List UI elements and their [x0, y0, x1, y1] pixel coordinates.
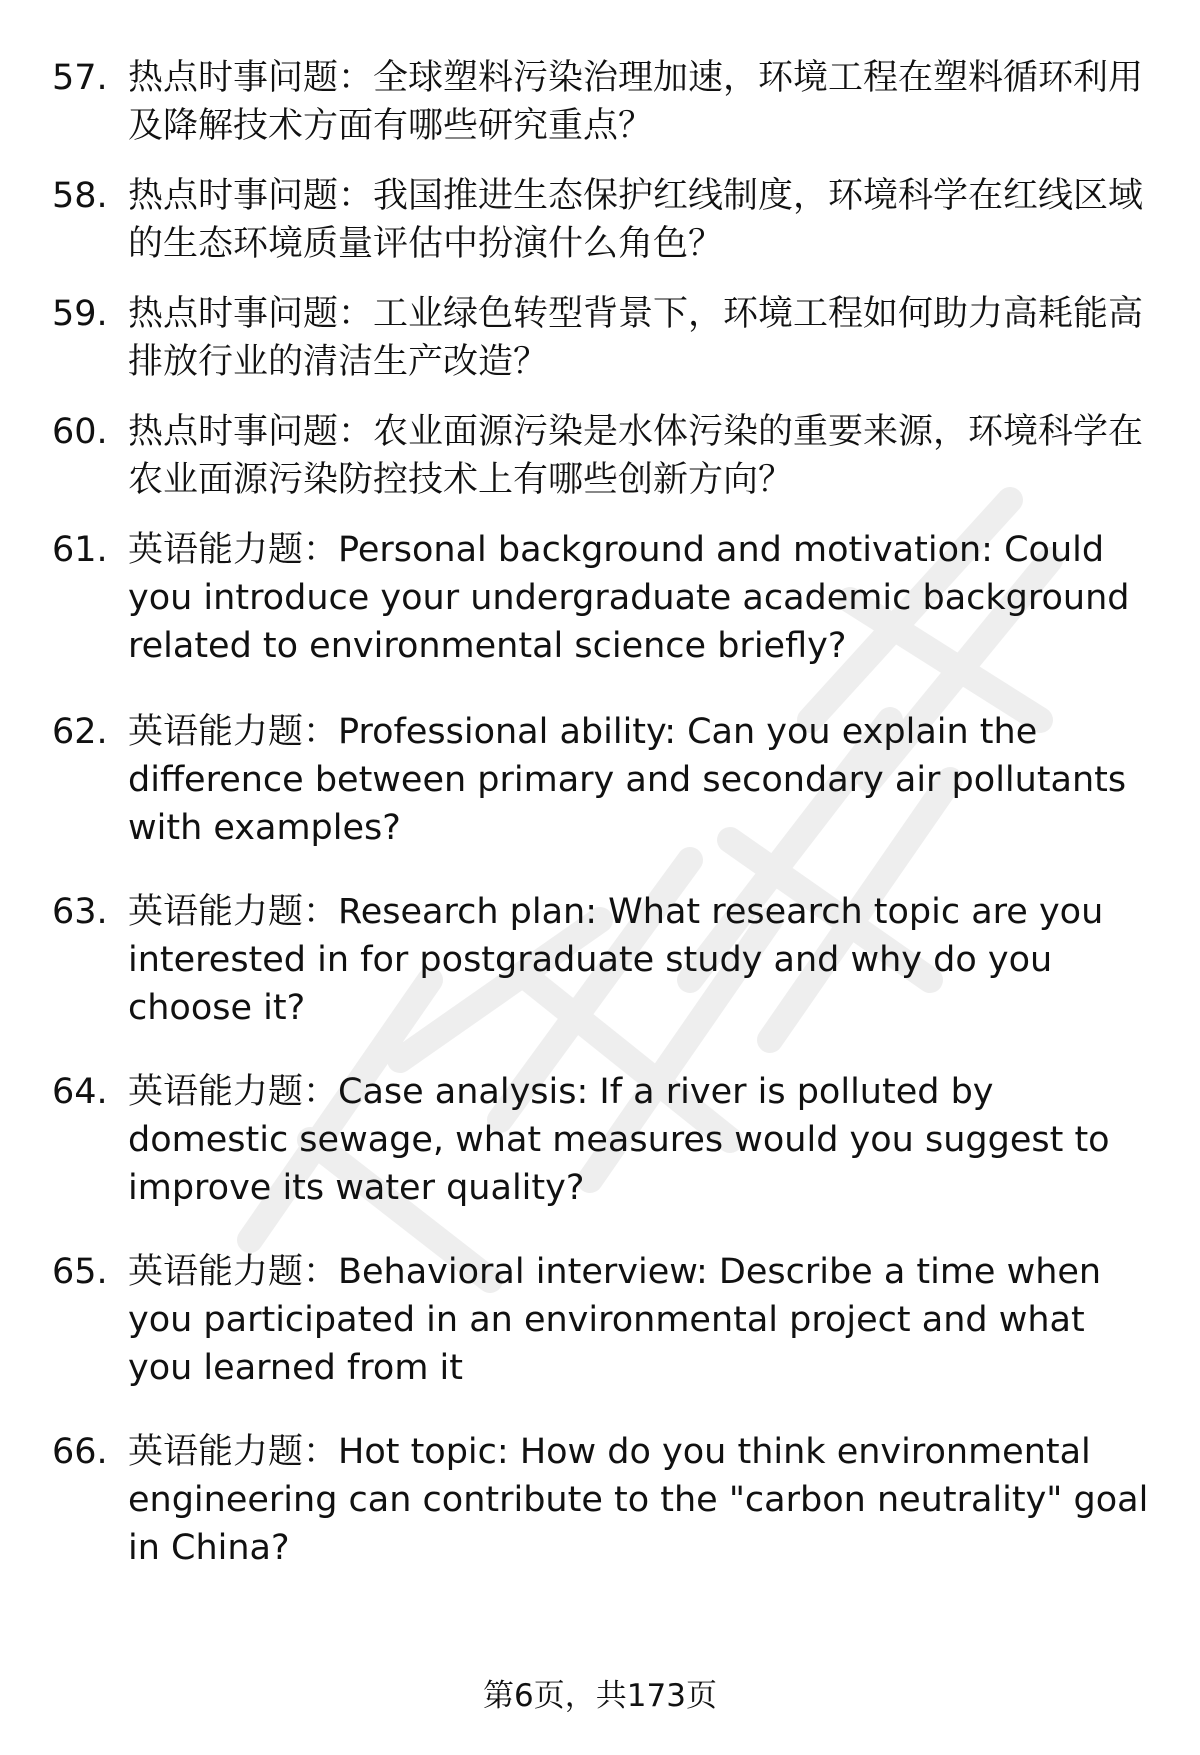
question-number: 64. [52, 1072, 108, 1112]
question-number: 59. [52, 294, 108, 334]
question-text: 热点时事问题：工业绿色转型背景下，环境工程如何助力高耗能高排放行业的清洁生产改造？ [128, 294, 1144, 382]
question-number: 65. [52, 1252, 108, 1292]
question-item [52, 1248, 1157, 1392]
question-text: 热点时事问题：我国推进生态保护红线制度，环境科学在红线区域的生态环境质量评估中扮演什么角色？ [128, 176, 1144, 264]
question-item [52, 408, 1157, 504]
question-number: 62. [52, 712, 108, 752]
page-footer: 第6页，共173页 [483, 1678, 717, 1714]
question-item [52, 1428, 1157, 1572]
question-text: 英语能力题：Professional ability: Can you explain the difference between primary and secondary air pollutants with examples? [128, 712, 1127, 848]
question-item [52, 172, 1157, 268]
question-item [52, 526, 1157, 670]
question-item [52, 290, 1157, 386]
question-number: 57. [52, 58, 108, 98]
question-item [52, 708, 1157, 852]
question-number: 58. [52, 176, 108, 216]
question-number: 63. [52, 892, 108, 932]
question-text: 热点时事问题：全球塑料污染治理加速，环境工程在塑料循环利用及降解技术方面有哪些研究重点？ [128, 58, 1144, 146]
question-item [52, 1068, 1157, 1212]
question-text: 英语能力题：Behavioral interview: Describe a time when you participated in an environmental project and what you learned from it [128, 1252, 1102, 1388]
question-text: 英语能力题：Personal background and motivation: Could you introduce your undergraduate academic background related to environmental science briefly? [128, 530, 1130, 666]
question-item [52, 888, 1157, 1032]
question-text: 英语能力题：Case analysis: If a river is polluted by domestic sewage, what measures would you suggest to improve its water quality? [128, 1072, 1110, 1208]
question-number: 61. [52, 530, 108, 570]
question-text: 热点时事问题：农业面源污染是水体污染的重要来源，环境科学在农业面源污染防控技术上有哪些创新方向？ [128, 412, 1144, 500]
question-number: 60. [52, 412, 108, 452]
question-text: 英语能力题：Hot topic: How do you think environmental engineering can contribute to the "carbon neutrality" goal in China? [128, 1432, 1149, 1568]
question-text: 英语能力题：Research plan: What research topic are you interested in for postgraduate study and why do you choose it? [128, 892, 1104, 1028]
question-item [52, 54, 1157, 150]
question-number: 66. [52, 1432, 108, 1472]
